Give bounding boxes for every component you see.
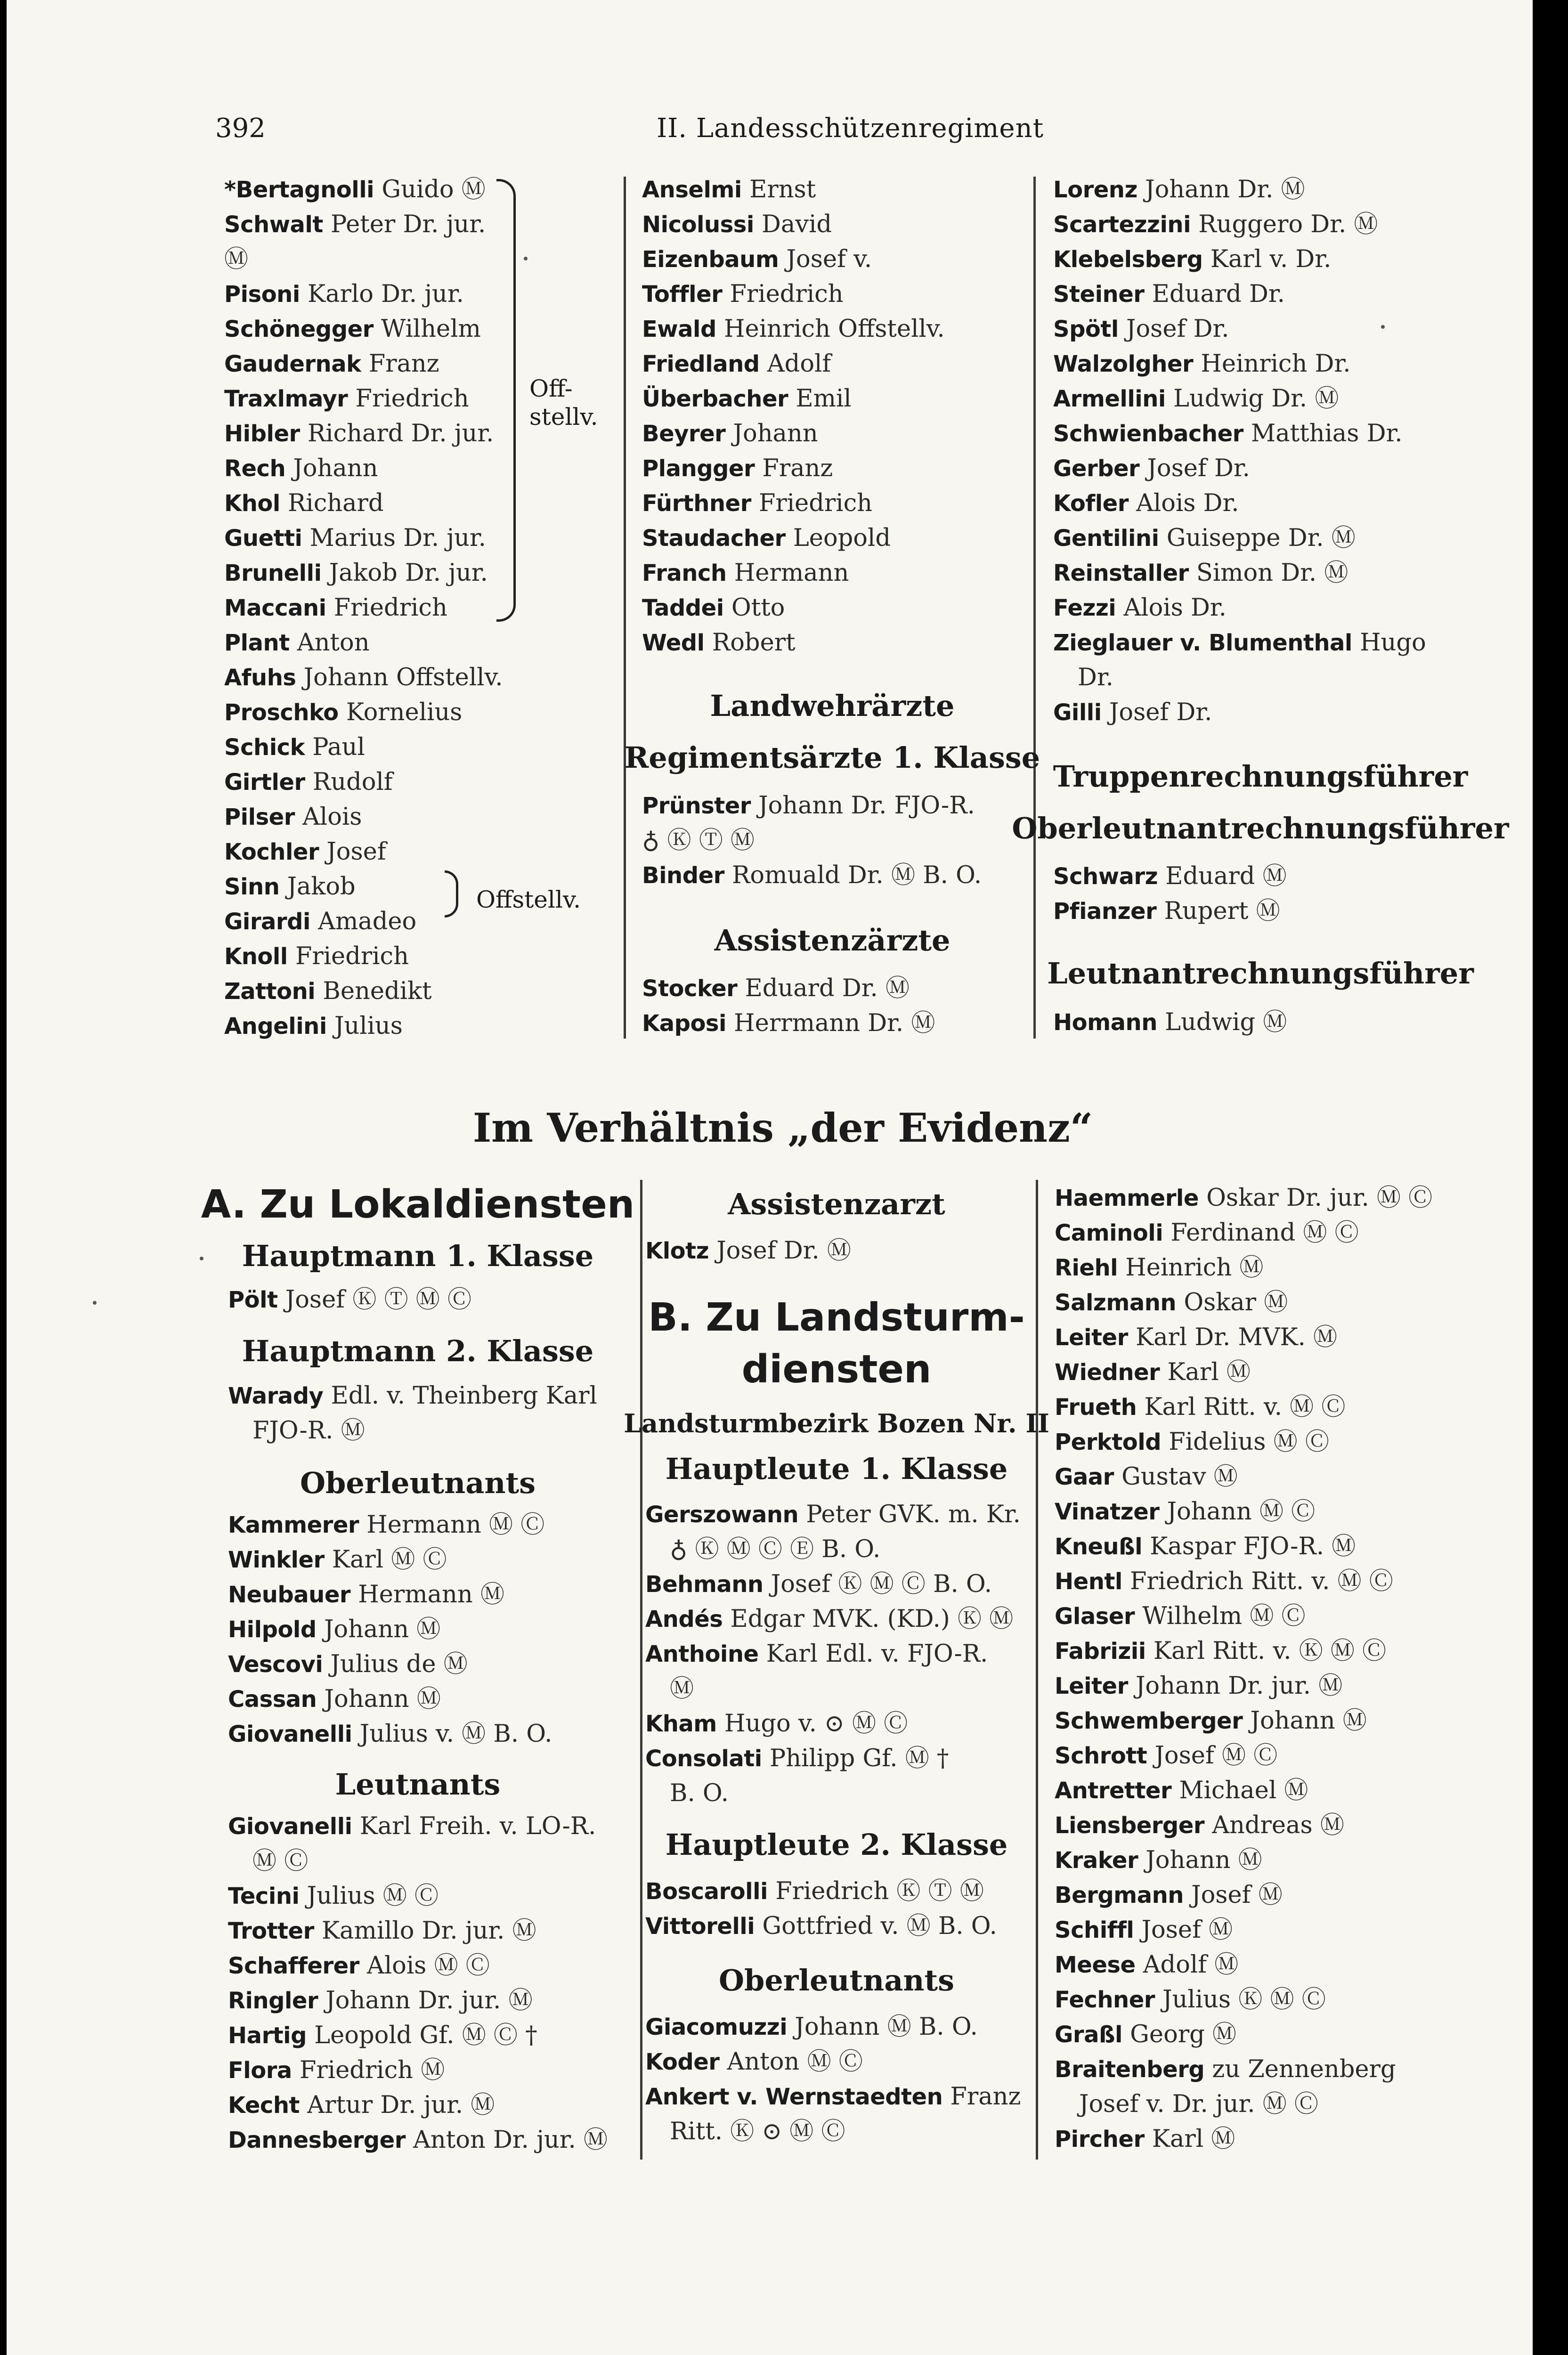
- list-item: Eizenbaum Josef v.: [642, 245, 872, 273]
- list-item: Schafferer Alois Ⓜ Ⓒ: [228, 1952, 490, 1980]
- list-item: Giovanelli Karl Freih. v. LO-R.: [228, 1812, 596, 1840]
- list-item: Behmann Josef Ⓚ Ⓜ Ⓒ B. O.: [645, 1570, 992, 1598]
- list-item: Ritt. Ⓚ ⊙ Ⓜ Ⓒ: [670, 2118, 845, 2145]
- column-rule: [640, 1180, 642, 2160]
- list-item: Rech Johann: [224, 455, 378, 482]
- list-item: Anthoine Karl Edl. v. FJO-R.: [645, 1640, 988, 1668]
- list-item: Caminoli Ferdinand Ⓜ Ⓒ: [1055, 1219, 1359, 1247]
- list-item: Cassan Johann Ⓜ: [228, 1685, 441, 1713]
- list-item: Beyrer Johann: [642, 420, 818, 447]
- list-item: Dannesberger Anton Dr. jur. Ⓜ: [228, 2126, 608, 2154]
- list-item: Warady Edl. v. Theinberg Karl: [228, 1382, 597, 1410]
- list-item: Homann Ludwig Ⓜ: [1053, 1008, 1287, 1036]
- list-item: FJO-R. Ⓜ: [252, 1417, 365, 1445]
- list-item: Angelini Julius: [224, 1012, 403, 1040]
- list-item: Friedland Adolf: [642, 350, 831, 378]
- list-item: Fechner Julius Ⓚ Ⓜ Ⓒ: [1055, 1986, 1326, 2014]
- list-item: ♁ Ⓚ Ⓜ Ⓒ Ⓔ B. O.: [670, 1535, 881, 1563]
- list-item: Nicolussi David: [642, 211, 832, 238]
- list-item: Sinn Jakob: [224, 873, 356, 901]
- heading-oberleutnants: Oberleutnants: [300, 1466, 536, 1500]
- list-item: Klebelsberg Karl v. Dr.: [1053, 245, 1332, 273]
- list-item: Gerszowann Peter GVK. m. Kr.: [645, 1501, 1021, 1528]
- list-item: Maccani Friedrich: [224, 594, 447, 622]
- list-item: Fezzi Alois Dr.: [1053, 594, 1227, 622]
- list-item: Tecini Julius Ⓜ Ⓒ: [228, 1882, 439, 1910]
- list-item: Perktold Fidelius Ⓜ Ⓒ: [1055, 1428, 1329, 1456]
- list-item: Schönegger Wilhelm: [224, 315, 481, 343]
- list-item: Zieglauer v. Blumenthal Hugo: [1053, 629, 1426, 657]
- list-item: Armellini Ludwig Dr. Ⓜ: [1053, 385, 1339, 413]
- list-item: Kraker Johann Ⓜ: [1055, 1846, 1262, 1874]
- list-item: Riehl Heinrich Ⓜ: [1055, 1254, 1264, 1282]
- list-item: Wedl Robert: [642, 629, 796, 657]
- list-item: Salzmann Oskar Ⓜ: [1055, 1289, 1288, 1316]
- heading-b-landsturm-1: B. Zu Landsturm-: [648, 1295, 1025, 1340]
- list-item: Dr.: [1078, 664, 1113, 691]
- list-item: Gilli Josef Dr.: [1053, 698, 1212, 726]
- list-item: Graßl Georg Ⓜ: [1055, 2021, 1237, 2048]
- list-item: Antretter Michael Ⓜ: [1055, 1777, 1308, 1804]
- list-item: Guetti Marius Dr. jur.: [224, 524, 486, 552]
- list-item: Giovanelli Julius v. Ⓜ B. O.: [228, 1720, 552, 1748]
- list-item: Ringler Johann Dr. jur. Ⓜ: [228, 1987, 533, 2014]
- list-item: Frueth Karl Ritt. v. Ⓜ Ⓒ: [1055, 1393, 1346, 1421]
- list-item: Pisoni Karlo Dr. jur.: [224, 280, 464, 308]
- list-item: Trotter Kamillo Dr. jur. Ⓜ: [228, 1917, 536, 1945]
- list-item: Liensberger Andreas Ⓜ: [1055, 1811, 1344, 1839]
- list-item: Fürthner Friedrich: [642, 489, 872, 517]
- list-item: Haemmerle Oskar Dr. jur. Ⓜ Ⓒ: [1055, 1184, 1433, 1212]
- list-item: Afuhs Johann Offstellv.: [224, 664, 503, 691]
- list-item: Gaar Gustav Ⓜ: [1055, 1463, 1238, 1491]
- list-item: Hartig Leopold Gf. Ⓜ Ⓒ †: [228, 2022, 537, 2049]
- list-item: Taddei Otto: [642, 594, 785, 622]
- list-item: Andés Edgar MVK. (KD.) Ⓚ Ⓜ: [645, 1605, 1014, 1633]
- list-item: Kofler Alois Dr.: [1053, 489, 1239, 517]
- heading-hauptmann-2: Hauptmann 2. Klasse: [242, 1334, 594, 1368]
- list-item: Koder Anton Ⓜ Ⓒ: [645, 2048, 863, 2076]
- list-item: Schwemberger Johann Ⓜ: [1055, 1707, 1367, 1735]
- heading-regimentsaerzte: Regimentsärzte 1. Klasse: [624, 740, 1040, 775]
- list-item: Leiter Johann Dr. jur. Ⓜ: [1055, 1672, 1343, 1700]
- column-rule: [624, 177, 626, 1039]
- list-item: Kammerer Hermann Ⓜ Ⓒ: [228, 1511, 545, 1539]
- print-speck: [524, 257, 528, 260]
- list-item: Reinstaller Simon Dr. Ⓜ: [1053, 559, 1349, 587]
- heading-hauptleute-2: Hauptleute 2. Klasse: [665, 1827, 1008, 1862]
- list-item: Schwarz Eduard Ⓜ: [1053, 862, 1287, 890]
- page-sheet: [7, 0, 1533, 2355]
- heading-oberleutnantrechnungsfuehrer: Oberleutnantrechnungsführer: [1012, 811, 1509, 845]
- list-item: *Bertagnolli Guido Ⓜ: [224, 176, 486, 203]
- list-item: Hentl Friedrich Ritt. v. Ⓜ Ⓒ: [1055, 1567, 1393, 1595]
- list-item: Klotz Josef Dr. Ⓜ: [645, 1237, 851, 1265]
- list-item: Winkler Karl Ⓜ Ⓒ: [228, 1546, 447, 1574]
- heading-leutnants: Leutnants: [335, 1767, 501, 1802]
- list-item: Gaudernak Franz: [224, 350, 439, 378]
- list-item: Pfianzer Rupert Ⓜ: [1053, 897, 1280, 925]
- list-item: Girtler Rudolf: [224, 768, 393, 796]
- brace-label-offstellv-1: Off- stellv.: [529, 375, 598, 430]
- list-item: Schick Paul: [224, 733, 365, 761]
- heading-assistenzaerzte: Assistenzärzte: [714, 923, 951, 958]
- list-item: Leiter Karl Dr. MVK. Ⓜ: [1055, 1324, 1338, 1351]
- list-item: Steiner Eduard Dr.: [1053, 280, 1285, 308]
- list-item: Binder Romuald Dr. Ⓜ B. O.: [642, 861, 982, 889]
- heading-b-landsturm-2: diensten: [741, 1347, 932, 1392]
- list-item: Ankert v. Wernstaedten Franz: [645, 2083, 1021, 2111]
- heading-landwehraerzte: Landwehrärzte: [710, 689, 955, 723]
- list-item: Boscarolli Friedrich Ⓚ Ⓣ Ⓜ: [645, 1877, 984, 1905]
- heading-a-lokaldiensten: A. Zu Lokaldiensten: [201, 1182, 635, 1227]
- list-item: Zattoni Benedikt: [224, 977, 432, 1005]
- list-item: ♁ Ⓚ Ⓣ Ⓜ: [642, 827, 755, 854]
- list-item: Plant Anton: [224, 629, 370, 657]
- print-speck: [200, 1257, 203, 1260]
- heading-oberleutnants-b: Oberleutnants: [718, 1963, 955, 1998]
- list-item: Proschko Kornelius: [224, 698, 463, 726]
- list-item: Kham Hugo v. ⊙ Ⓜ Ⓒ: [645, 1710, 908, 1738]
- list-item: Meese Adolf Ⓜ: [1055, 1951, 1239, 1979]
- list-item: Scartezzini Ruggero Dr. Ⓜ: [1053, 211, 1378, 238]
- brace-label-offstellv-2: Offstellv.: [476, 886, 581, 913]
- list-item: Consolati Philipp Gf. Ⓜ †: [645, 1745, 949, 1772]
- brace-offstellv-2: [445, 870, 458, 918]
- list-item: Staudacher Leopold: [642, 524, 891, 552]
- list-item: Kecht Artur Dr. jur. Ⓜ: [228, 2091, 495, 2119]
- list-item: Lorenz Johann Dr. Ⓜ: [1053, 176, 1305, 203]
- list-item: Bergmann Josef Ⓜ: [1055, 1881, 1283, 1909]
- heading-truppenrechnungsfuehrer: Truppenrechnungsführer: [1053, 759, 1468, 794]
- list-item: Pölt Josef Ⓚ Ⓣ Ⓜ Ⓒ: [228, 1286, 471, 1314]
- column-rule: [1036, 1180, 1038, 2160]
- list-item: Ⓜ: [670, 1675, 694, 1703]
- list-item: Spötl Josef Dr.: [1053, 315, 1229, 343]
- list-item: Franch Hermann: [642, 559, 849, 587]
- list-item: Neubauer Hermann Ⓜ: [228, 1581, 504, 1608]
- list-item: Kaposi Herrmann Dr. Ⓜ: [642, 1009, 935, 1037]
- list-item: Fabrizii Karl Ritt. v. Ⓚ Ⓜ Ⓒ: [1055, 1637, 1387, 1665]
- list-item: Khol Richard: [224, 489, 384, 517]
- list-item: Knoll Friedrich: [224, 942, 409, 970]
- print-speck: [93, 1301, 97, 1305]
- list-item: Kneußl Kaspar FJO-R. Ⓜ: [1055, 1533, 1356, 1560]
- list-item: Glaser Wilhelm Ⓜ Ⓒ: [1055, 1602, 1306, 1630]
- heading-leutnantrechnungsfuehrer: Leutnantrechnungsführer: [1047, 956, 1474, 991]
- list-item: Gerber Josef Dr.: [1053, 455, 1250, 482]
- list-item: Brunelli Jakob Dr. jur.: [224, 559, 488, 587]
- list-item: Josef v. Dr. jur. Ⓜ Ⓒ: [1079, 2090, 1318, 2118]
- list-item: Schiffl Josef Ⓜ: [1055, 1916, 1233, 1944]
- running-head: II. Landesschützenregiment: [657, 113, 1044, 144]
- heading-hauptleute-1: Hauptleute 1. Klasse: [665, 1452, 1008, 1486]
- list-item: Gentilini Guiseppe Dr. Ⓜ: [1053, 524, 1356, 552]
- list-item: Girardi Amadeo: [224, 908, 417, 935]
- list-item: Flora Friedrich Ⓜ: [228, 2056, 445, 2084]
- list-item: Prünster Johann Dr. FJO-R.: [642, 792, 975, 820]
- print-speck: [1381, 325, 1385, 329]
- list-item: Schrott Josef Ⓜ Ⓒ: [1055, 1742, 1278, 1770]
- heading-assistenzarzt: Assistenzarzt: [728, 1187, 945, 1221]
- heading-hauptmann-1: Hauptmann 1. Klasse: [242, 1239, 594, 1273]
- list-item: Überbacher Emil: [642, 385, 852, 413]
- list-item: Schwienbacher Matthias Dr.: [1053, 420, 1403, 447]
- list-item: Walzolgher Heinrich Dr.: [1053, 350, 1351, 378]
- list-item: Traxlmayr Friedrich: [224, 385, 469, 413]
- list-item: Vinatzer Johann Ⓜ Ⓒ: [1055, 1498, 1316, 1526]
- page-number: 392: [215, 113, 266, 144]
- list-item: Pilser Alois: [224, 803, 362, 831]
- list-item: Schwalt Peter Dr. jur.: [224, 211, 486, 238]
- list-item: Kochler Josef: [224, 838, 386, 866]
- list-item: Vescovi Julius de Ⓜ: [228, 1650, 468, 1678]
- brace-offstellv-1: [496, 179, 516, 622]
- list-item: Wiedner Karl Ⓜ: [1055, 1358, 1251, 1386]
- landsturmbezirk-label: Landsturmbezirk Bozen Nr. II: [624, 1408, 1049, 1438]
- column-rule: [1033, 177, 1036, 1039]
- list-item: Plangger Franz: [642, 455, 833, 482]
- list-item: Vittorelli Gottfried v. Ⓜ B. O.: [645, 1912, 997, 1940]
- list-item: Anselmi Ernst: [642, 176, 816, 203]
- list-item: Ewald Heinrich Offstellv.: [642, 315, 945, 343]
- list-item: Giacomuzzi Johann Ⓜ B. O.: [645, 2013, 978, 2041]
- list-item: Stocker Eduard Dr. Ⓜ: [642, 974, 910, 1002]
- list-item: Ⓜ: [224, 245, 249, 273]
- list-item: Pircher Karl Ⓜ: [1055, 2125, 1235, 2153]
- list-item: Toffler Friedrich: [642, 280, 844, 308]
- list-item: B. O.: [670, 1779, 729, 1807]
- list-item: Hibler Richard Dr. jur.: [224, 420, 494, 447]
- list-item: Ⓜ Ⓒ: [252, 1847, 309, 1875]
- list-item: Braitenberg zu Zennenberg: [1055, 2055, 1396, 2083]
- section-title: Im Verhältnis „der Evidenz“: [472, 1104, 1093, 1151]
- list-item: Hilpold Johann Ⓜ: [228, 1616, 441, 1643]
